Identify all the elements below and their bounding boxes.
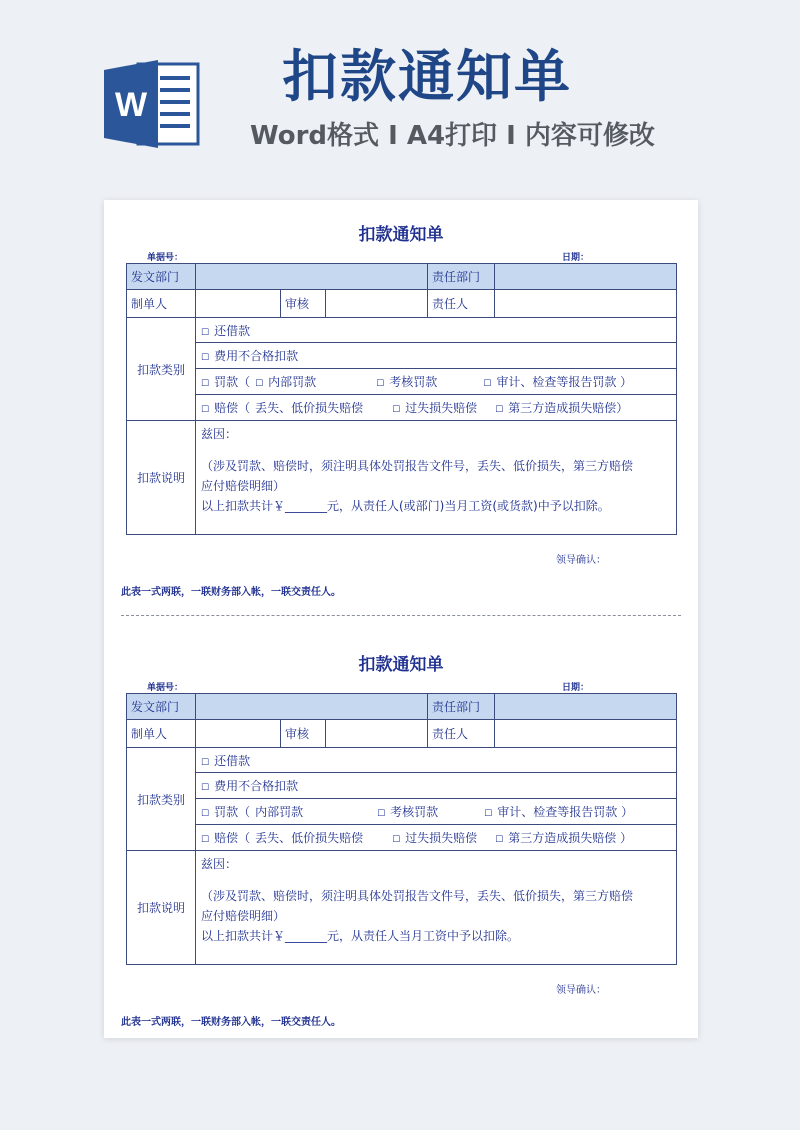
svg-text:W: W [114, 86, 148, 124]
category-fine[interactable]: ☐ 罚款（ ☐ 内部罚款 ☐ 考核罚款 ☐ 审计、检查等报告罚款 ） [196, 369, 677, 395]
form-note: 此表一式两联，一联财务部入帐，一联交责任人。 [121, 587, 341, 598]
category-expense[interactable]: ☐ 费用不合格扣款 [196, 773, 677, 799]
review-field[interactable] [326, 290, 428, 318]
description-label: 扣款说明 [127, 421, 196, 535]
category-compensation[interactable]: ☐ 赔偿（ 丢失、低价损失赔偿 ☐ 过失损失赔偿 ☐ 第三方造成损失赔偿） [196, 395, 677, 421]
category-expense[interactable]: ☐ 费用不合格扣款 [196, 343, 677, 369]
banner-subtitle: Word格式 I A4打印 I 内容可修改 [250, 121, 655, 151]
checkbox-icon[interactable]: ☐ [255, 379, 264, 389]
deduction-form-1 [104, 200, 698, 620]
form-title: 扣款通知单 [358, 225, 444, 245]
responsible-person-label: 责任人 [428, 290, 495, 318]
document-page [104, 200, 698, 1038]
review-label: 审核 [281, 290, 326, 318]
issuing-dept-label: 发文部门 [127, 694, 196, 720]
form-table [126, 693, 677, 965]
checkbox-icon[interactable]: ☐ [201, 835, 210, 845]
responsible-dept-label: 责任部门 [428, 264, 495, 290]
leader-confirm-label: 领导确认： [556, 985, 606, 996]
checkbox-icon[interactable]: ☐ [201, 327, 210, 338]
responsible-dept-label: 责任部门 [428, 694, 495, 720]
responsible-person-field[interactable] [495, 290, 677, 318]
cut-line [121, 615, 681, 616]
word-icon [104, 60, 202, 148]
checkbox-icon[interactable]: ☐ [484, 809, 493, 819]
checkbox-icon[interactable]: ☐ [201, 809, 210, 819]
issuing-dept-field[interactable] [196, 694, 428, 720]
checkbox-icon[interactable]: ☐ [201, 379, 210, 389]
category-compensation[interactable]: ☐ 赔偿（ 丢失、低价损失赔偿 ☐ 过失损失赔偿 ☐ 第三方造成损失赔偿 ） [196, 825, 677, 851]
category-repay-loan[interactable]: ☐ 还借款 [196, 318, 677, 343]
checkbox-icon[interactable]: ☐ [377, 809, 386, 819]
banner [0, 0, 800, 190]
checkbox-icon[interactable]: ☐ [201, 757, 210, 768]
maker-field[interactable] [196, 720, 281, 748]
issuing-dept-field[interactable] [196, 264, 428, 290]
deduction-form-2 [104, 630, 698, 1050]
category-label: 扣款类别 [127, 318, 196, 421]
review-field[interactable] [326, 720, 428, 748]
maker-label: 制单人 [127, 720, 196, 748]
form-table [126, 263, 677, 535]
responsible-person-label: 责任人 [428, 720, 495, 748]
checkbox-icon[interactable]: ☐ [495, 405, 504, 415]
doc-number-label: 单据号： [147, 683, 184, 693]
description-field[interactable]: 兹因： （涉及罚款、赔偿时，须注明具体处罚报告文件号，丢失、低价损失，第三方赔偿 应付赔偿明细） 以上扣款共计￥_______元，从责任人当月工资中予以扣除。 [196, 851, 677, 965]
description-field[interactable]: 兹因： （涉及罚款、赔偿时，须注明具体处罚报告文件号，丢失、低价损失，第三方赔偿 应付赔偿明细） 以上扣款共计￥_______元，从责任人(或部门)当月工资(或货款)中予以扣除。 [196, 421, 677, 535]
issuing-dept-label: 发文部门 [127, 264, 196, 290]
category-fine[interactable]: ☐ 罚款（ 内部罚款 ☐ 考核罚款 ☐ 审计、检查等报告罚款 ） [196, 799, 677, 825]
leader-confirm-label: 领导确认： [556, 555, 606, 566]
doc-number-label: 单据号： [147, 253, 184, 263]
checkbox-icon[interactable]: ☐ [392, 405, 401, 415]
checkbox-icon[interactable]: ☐ [376, 379, 385, 389]
checkbox-icon[interactable]: ☐ [392, 835, 401, 845]
maker-label: 制单人 [127, 290, 196, 318]
checkbox-icon[interactable]: ☐ [201, 783, 210, 793]
checkbox-icon[interactable]: ☐ [201, 353, 210, 363]
checkbox-icon[interactable]: ☐ [483, 379, 492, 389]
banner-title: 扣款通知单 [282, 45, 572, 110]
date-label: 日期： [562, 253, 590, 263]
checkbox-icon[interactable]: ☐ [495, 835, 504, 845]
form-note: 此表一式两联，一联财务部入帐，一联交责任人。 [121, 1017, 341, 1028]
date-label: 日期： [562, 683, 590, 693]
responsible-person-field[interactable] [495, 720, 677, 748]
responsible-dept-field[interactable] [495, 694, 677, 720]
category-repay-loan[interactable]: ☐ 还借款 [196, 748, 677, 773]
responsible-dept-field[interactable] [495, 264, 677, 290]
review-label: 审核 [281, 720, 326, 748]
form-title: 扣款通知单 [358, 655, 444, 675]
category-label: 扣款类别 [127, 748, 196, 851]
checkbox-icon[interactable]: ☐ [201, 405, 210, 415]
maker-field[interactable] [196, 290, 281, 318]
description-label: 扣款说明 [127, 851, 196, 965]
